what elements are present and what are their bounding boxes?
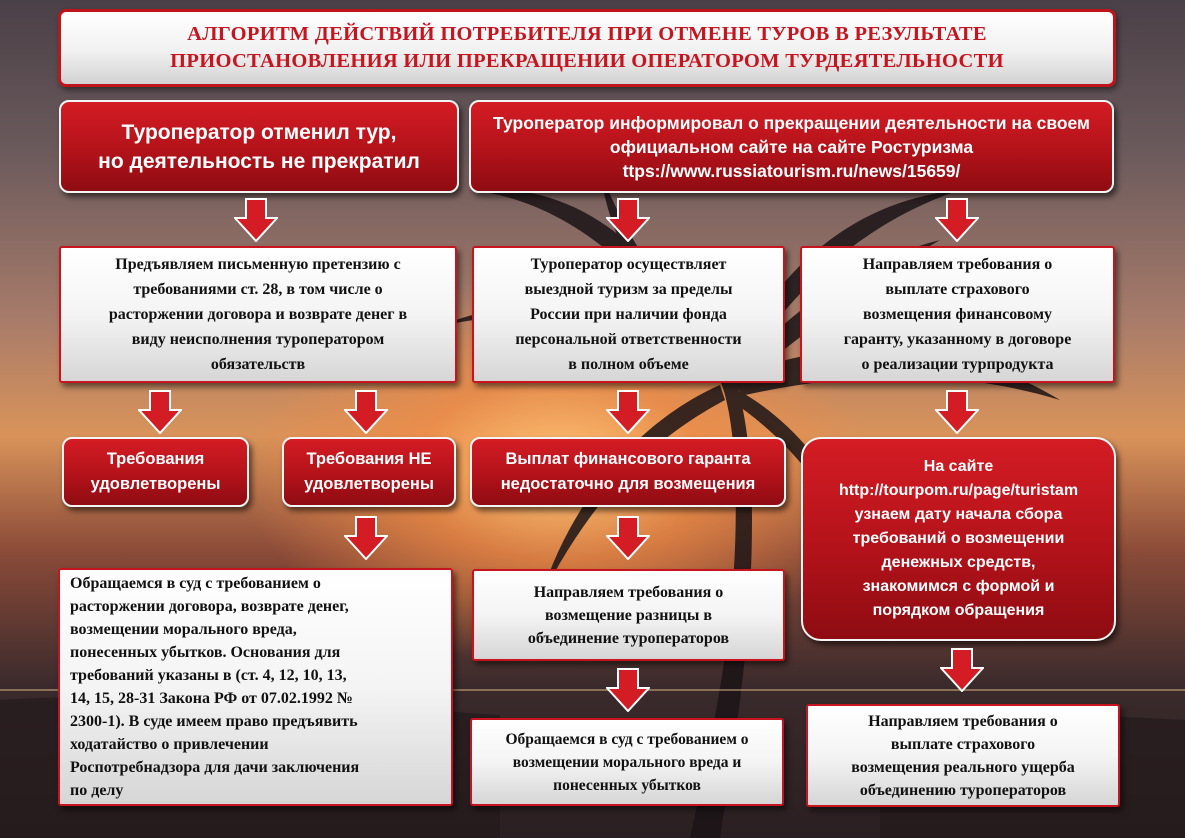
title-line-1: АЛГОРИТМ ДЕЙСТВИЙ ПОТРЕБИТЕЛЯ ПРИ ОТМЕНЕ ТУРОВ В РЕЗУЛЬТАТЕ [187, 23, 987, 45]
website-box: На сайте http://tourpom.ru/page/turistam узнаем дату начала сбора требований о возмещении денежных средств, знакомимся с формой и порядком обращения [801, 437, 1116, 641]
not-satisfied-box: Требования НЕ удовлетворены [282, 437, 456, 507]
left-header-box: Туроператор отменил тур, но деятельность не прекратил [59, 100, 459, 193]
title-line-2: ПРИОСТАНОВЛЕНИЯ ИЛИ ПРЕКРАЩЕНИИ ОПЕРАТОРОМ ТУРДЕЯТЕЛЬНОСТИ [170, 50, 1004, 72]
guarantor-box: Направляем требования о выплате страхового возмещения финансовому гаранту, указанному в договоре о реализации турпродукта [800, 246, 1115, 383]
difference-box: Направляем требования о возмещение разницы в объединение туроператоров [472, 569, 785, 661]
page-title [58, 9, 1116, 87]
satisfied-box: Требования удовлетворены [62, 437, 249, 507]
claim-box: Предъявляем письменную претензию с требованиями ст. 28, в том числе о расторжении договора и возврате денег в виду неисполнения туроператором обязательств [59, 246, 457, 383]
down-arrow-icon [606, 516, 650, 560]
down-arrow-icon [606, 390, 650, 434]
insufficient-box: Выплат финансового гаранта недостаточно для возмещения [470, 437, 786, 507]
tourpom-link[interactable]: http://tourpom.ru/page/turistam [838, 482, 1079, 499]
middle-court-box: Обращаемся в суд с требованием о возмещении морального вреда и понесенных убытков [470, 718, 784, 806]
down-arrow-icon [606, 198, 650, 242]
down-arrow-icon [344, 390, 388, 434]
down-arrow-icon [138, 390, 182, 434]
left-court-box: Обращаемся в суд с требованием о расторжении договора, возврате денег, возмещении морального вреда, понесенных убытков. Основания для требований указаны в (ст. 4, 12, 10, 13, 14, 15, 28-31 Закона РФ от 07.02.1992 № 2300-1). В суде имеем право предъявить ходатайство о привлечении Роспотребнадзора для дачи заключения по делу [58, 568, 453, 806]
down-arrow-icon [606, 668, 650, 712]
down-arrow-icon [940, 648, 984, 692]
down-arrow-icon [234, 198, 278, 242]
down-arrow-icon [344, 516, 388, 560]
fund-box: Туроператор осуществляет выездной туризм за пределы России при наличии фонда персональной ответственности в полном объеме [472, 246, 785, 383]
association-box: Направляем требования о выплате страхового возмещения реального ущерба объединению туроператоров [806, 704, 1120, 807]
down-arrow-icon [935, 198, 979, 242]
down-arrow-icon [935, 390, 979, 434]
right-header-box: Туроператор информировал о прекращении деятельности на своем официальном сайте на сайте Ростуризма ttps://www.russiatourism.ru/news/15659/ [469, 100, 1114, 193]
